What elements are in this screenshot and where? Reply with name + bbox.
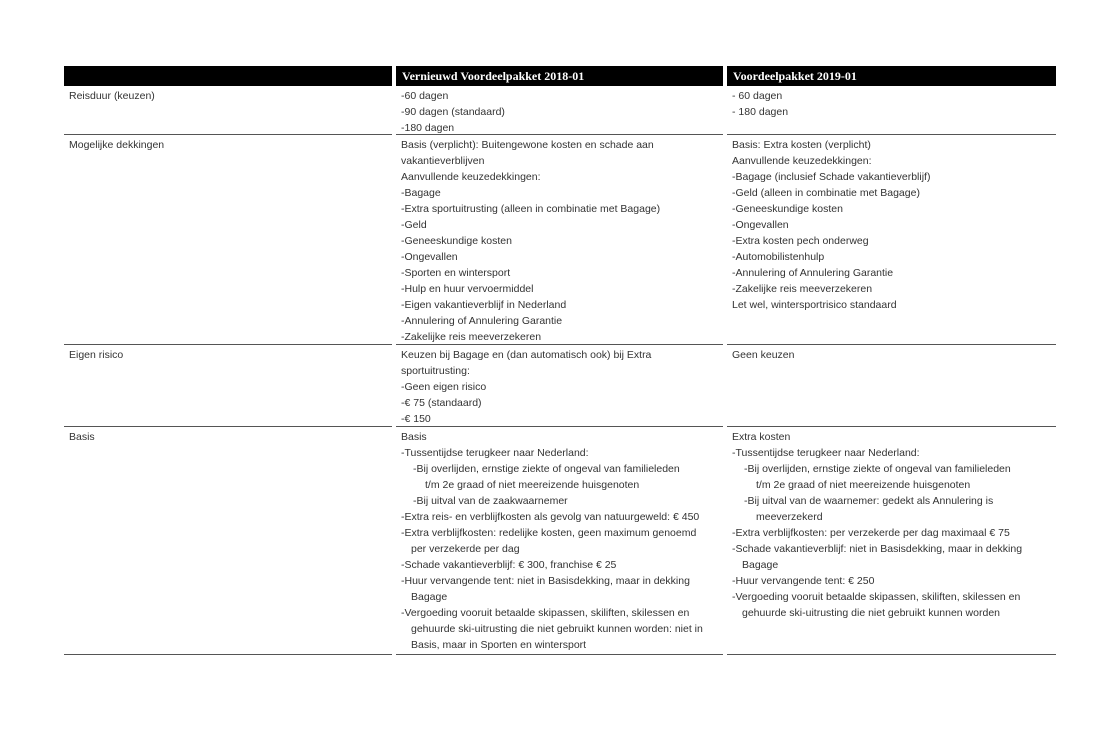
paragraph-line bbox=[401, 429, 723, 445]
bullet-item bbox=[401, 201, 723, 217]
cell-text: Zakelijke reis meeverzekeren bbox=[404, 331, 542, 343]
cell-text: gehuurde ski-uitrusting die niet gebruikt kunnen worden bbox=[742, 607, 1000, 619]
paragraph-line bbox=[732, 153, 1056, 169]
bullet-item bbox=[401, 249, 723, 265]
row-label-cell bbox=[64, 135, 392, 345]
bullet-item bbox=[732, 217, 1056, 233]
bullet-item bbox=[401, 265, 723, 281]
bullet-continuation bbox=[732, 477, 1056, 493]
cell-text: Geneeskundige kosten bbox=[404, 235, 512, 247]
cell-text: Sporten en wintersport bbox=[404, 267, 511, 279]
bullet-continuation bbox=[401, 477, 723, 493]
bullet-item bbox=[401, 281, 723, 297]
table-body bbox=[64, 86, 1056, 655]
dash-bullet: - bbox=[401, 331, 405, 343]
cell-text: Let wel, wintersportrisico standaard bbox=[732, 299, 897, 311]
cell-text: Tussentijdse terugkeer naar Nederland: bbox=[735, 447, 920, 459]
cell-text: Basis (verplicht): Buitengewone kosten en schade aan bbox=[401, 139, 654, 151]
cell-text: Huur vervangende tent: niet in Basisdekking, maar in dekking bbox=[404, 575, 690, 587]
dash-bullet: - bbox=[732, 575, 736, 587]
cell-text: - 180 dagen bbox=[732, 106, 789, 118]
cell-2019 bbox=[727, 427, 1056, 655]
cell-text: meeverzekerd bbox=[756, 511, 823, 523]
bullet-item bbox=[401, 525, 723, 541]
cell-text: Geen keuzen bbox=[732, 349, 795, 361]
cell-text: Keuzen bij Bagage en (dan automatisch ook) bij Extra bbox=[401, 349, 652, 361]
bullet-item bbox=[732, 525, 1056, 541]
dash-bullet: - bbox=[732, 171, 736, 183]
bullet-item bbox=[401, 233, 723, 249]
dash-bullet: - bbox=[401, 413, 405, 425]
bullet-item bbox=[732, 249, 1056, 265]
bullet-item bbox=[732, 281, 1056, 297]
dash-bullet: - bbox=[401, 90, 405, 102]
dash-bullet: - bbox=[413, 495, 417, 507]
cell-text: Extra kosten bbox=[732, 431, 791, 443]
row-label: Reisduur (keuzen) bbox=[69, 90, 155, 102]
cell-text: Bagage bbox=[742, 559, 779, 571]
paragraph-line bbox=[401, 347, 723, 363]
dash-bullet: - bbox=[732, 219, 736, 231]
dash-bullet: - bbox=[732, 527, 736, 539]
cell-2019 bbox=[727, 86, 1056, 135]
dash-bullet: - bbox=[732, 543, 736, 555]
dash-bullet: - bbox=[401, 381, 405, 393]
cell-text: Zakelijke reis meeverzekeren bbox=[735, 283, 873, 295]
row-label: Eigen risico bbox=[69, 349, 124, 361]
cell-2018 bbox=[396, 86, 723, 135]
cell-text: t/m 2e graad of niet meereizende huisgenoten bbox=[756, 479, 971, 491]
cell-text: € 150 bbox=[404, 413, 431, 425]
table-row bbox=[64, 86, 1056, 135]
dash-bullet: - bbox=[401, 315, 405, 327]
cell-text: Geld (alleen in combinatie met Bagage) bbox=[735, 187, 920, 199]
table-row bbox=[64, 345, 1056, 427]
bullet-item bbox=[732, 541, 1056, 557]
cell-text: Aanvullende keuzedekkingen: bbox=[732, 155, 872, 167]
cell-text: - 60 dagen bbox=[732, 90, 783, 102]
bullet-item bbox=[732, 493, 1056, 509]
dash-bullet: - bbox=[401, 559, 405, 571]
cell-2018 bbox=[396, 135, 723, 345]
cell-text: Tussentijdse terugkeer naar Nederland: bbox=[404, 447, 589, 459]
cell-text: per verzekerde per dag bbox=[411, 543, 520, 555]
cell-text: Bij uitval van de waarnemer: gedekt als Annulering is bbox=[747, 495, 994, 507]
cell-text: Bagage bbox=[404, 187, 441, 199]
row-label-cell bbox=[64, 427, 392, 655]
paragraph-line bbox=[401, 153, 723, 169]
header-cell-label bbox=[64, 66, 392, 86]
bullet-item bbox=[401, 104, 723, 120]
paragraph-line bbox=[732, 297, 1056, 313]
bullet-item bbox=[732, 185, 1056, 201]
table-row bbox=[64, 427, 1056, 655]
bullet-item bbox=[732, 461, 1056, 477]
row-label: Mogelijke dekkingen bbox=[69, 139, 165, 151]
cell-text: t/m 2e graad of niet meereizende huisgenoten bbox=[425, 479, 640, 491]
bullet-item bbox=[401, 605, 723, 621]
cell-2019 bbox=[727, 135, 1056, 345]
bullet-item bbox=[732, 233, 1056, 249]
bullet-item bbox=[401, 88, 723, 104]
dash-bullet: - bbox=[401, 187, 405, 199]
cell-text: Vergoeding vooruit betaalde skipassen, skiliften, skilessen en bbox=[404, 607, 690, 619]
dash-bullet: - bbox=[732, 251, 736, 263]
dash-bullet: - bbox=[401, 122, 405, 134]
dash-bullet: - bbox=[732, 283, 736, 295]
paragraph-line bbox=[401, 363, 723, 379]
paragraph-line bbox=[732, 88, 1056, 104]
bullet-continuation bbox=[401, 589, 723, 605]
cell-text: Basis, maar in Sporten en wintersport bbox=[411, 639, 587, 651]
comparison-table bbox=[64, 66, 1056, 655]
cell-text: Geen eigen risico bbox=[404, 381, 487, 393]
dash-bullet: - bbox=[401, 575, 405, 587]
dash-bullet: - bbox=[401, 397, 405, 409]
cell-text: Bij uitval van de zaakwaarnemer bbox=[416, 495, 568, 507]
paragraph-line bbox=[732, 347, 1056, 363]
dash-bullet: - bbox=[732, 203, 736, 215]
dash-bullet: - bbox=[401, 235, 405, 247]
row-label: Basis bbox=[69, 431, 95, 443]
cell-text: Aanvullende keuzedekkingen: bbox=[401, 171, 541, 183]
cell-text: Basis: Extra kosten (verplicht) bbox=[732, 139, 871, 151]
cell-text: Bagage (inclusief Schade vakantieverblijf) bbox=[735, 171, 931, 183]
cell-text: 90 dagen (standaard) bbox=[404, 106, 505, 118]
bullet-continuation bbox=[732, 509, 1056, 525]
dash-bullet: - bbox=[401, 527, 405, 539]
paragraph-line bbox=[732, 429, 1056, 445]
cell-text: Bij overlijden, ernstige ziekte of ongeval van familieleden bbox=[416, 463, 680, 475]
bullet-item bbox=[401, 411, 723, 427]
dash-bullet: - bbox=[732, 447, 736, 459]
dash-bullet: - bbox=[401, 267, 405, 279]
paragraph-line bbox=[401, 169, 723, 185]
cell-2019 bbox=[727, 345, 1056, 427]
cell-text: € 75 (standaard) bbox=[404, 397, 482, 409]
bullet-item bbox=[401, 297, 723, 313]
bullet-item bbox=[401, 445, 723, 461]
bullet-item bbox=[401, 120, 723, 136]
cell-text: Basis bbox=[401, 431, 427, 443]
dash-bullet: - bbox=[401, 299, 405, 311]
bullet-item bbox=[401, 493, 723, 509]
cell-text: Geld bbox=[404, 219, 427, 231]
dash-bullet: - bbox=[401, 106, 405, 118]
header-cell-2019: Voordeelpakket 2019-01 bbox=[727, 66, 1056, 86]
cell-text: Ongevallen bbox=[404, 251, 458, 263]
cell-text: Ongevallen bbox=[735, 219, 789, 231]
paragraph-line bbox=[401, 137, 723, 153]
bullet-item bbox=[401, 509, 723, 525]
row-label-cell bbox=[64, 345, 392, 427]
bullet-item bbox=[401, 313, 723, 329]
cell-text: Schade vakantieverblijf: € 300, franchise € 25 bbox=[404, 559, 617, 571]
dash-bullet: - bbox=[413, 463, 417, 475]
bullet-continuation bbox=[732, 605, 1056, 621]
bullet-item bbox=[401, 217, 723, 233]
cell-text: Annulering of Annulering Garantie bbox=[735, 267, 894, 279]
cell-text: sportuitrusting: bbox=[401, 365, 470, 377]
bullet-item bbox=[732, 201, 1056, 217]
cell-text: Huur vervangende tent: € 250 bbox=[735, 575, 875, 587]
dash-bullet: - bbox=[732, 267, 736, 279]
table-row bbox=[64, 135, 1056, 345]
cell-text: Geneeskundige kosten bbox=[735, 203, 843, 215]
bullet-item bbox=[732, 589, 1056, 605]
bullet-item bbox=[401, 395, 723, 411]
bullet-item bbox=[732, 265, 1056, 281]
cell-text: 180 dagen bbox=[404, 122, 455, 134]
cell-2018 bbox=[396, 345, 723, 427]
cell-text: Annulering of Annulering Garantie bbox=[404, 315, 563, 327]
bullet-continuation bbox=[401, 621, 723, 637]
cell-text: Extra reis- en verblijfkosten als gevolg van natuurgeweld: € 450 bbox=[404, 511, 700, 523]
bullet-item bbox=[401, 461, 723, 477]
dash-bullet: - bbox=[401, 607, 405, 619]
bullet-continuation bbox=[401, 637, 723, 653]
dash-bullet: - bbox=[732, 187, 736, 199]
cell-text: Extra kosten pech onderweg bbox=[735, 235, 869, 247]
cell-text: 60 dagen bbox=[404, 90, 449, 102]
cell-2018 bbox=[396, 427, 723, 655]
cell-text: gehuurde ski-uitrusting die niet gebruikt kunnen worden: niet in bbox=[411, 623, 703, 635]
cell-text: Bij overlijden, ernstige ziekte of ongeval van familieleden bbox=[747, 463, 1011, 475]
bullet-item bbox=[401, 557, 723, 573]
bullet-item bbox=[732, 445, 1056, 461]
cell-text: Extra verblijfkosten: redelijke kosten, geen maximum genoemd bbox=[404, 527, 697, 539]
cell-text: Eigen vakantieverblijf in Nederland bbox=[404, 299, 567, 311]
dash-bullet: - bbox=[744, 463, 748, 475]
bullet-item bbox=[732, 573, 1056, 589]
cell-text: Hulp en huur vervoermiddel bbox=[404, 283, 534, 295]
cell-text: vakantieverblijven bbox=[401, 155, 485, 167]
cell-text: Extra sportuitrusting (alleen in combinatie met Bagage) bbox=[404, 203, 661, 215]
dash-bullet: - bbox=[401, 511, 405, 523]
dash-bullet: - bbox=[744, 495, 748, 507]
bullet-item bbox=[401, 573, 723, 589]
dash-bullet: - bbox=[401, 251, 405, 263]
row-label-cell bbox=[64, 86, 392, 135]
bullet-item bbox=[401, 329, 723, 345]
bullet-item bbox=[401, 185, 723, 201]
cell-text: Bagage bbox=[411, 591, 448, 603]
cell-text: Extra verblijfkosten: per verzekerde per dag maximaal € 75 bbox=[735, 527, 1010, 539]
header-cell-2018: Vernieuwd Voordeelpakket 2018-01 bbox=[396, 66, 723, 86]
bullet-item bbox=[401, 379, 723, 395]
paragraph-line bbox=[732, 104, 1056, 120]
cell-text: Automobilistenhulp bbox=[735, 251, 825, 263]
paragraph-line bbox=[732, 137, 1056, 153]
dash-bullet: - bbox=[732, 235, 736, 247]
cell-text: Schade vakantieverblijf: niet in Basisdekking, maar in dekking bbox=[735, 543, 1023, 555]
bullet-continuation bbox=[732, 557, 1056, 573]
dash-bullet: - bbox=[401, 219, 405, 231]
dash-bullet: - bbox=[401, 283, 405, 295]
dash-bullet: - bbox=[401, 447, 405, 459]
cell-text: Vergoeding vooruit betaalde skipassen, skiliften, skilessen en bbox=[735, 591, 1021, 603]
bullet-item bbox=[732, 169, 1056, 185]
dash-bullet: - bbox=[401, 203, 405, 215]
dash-bullet: - bbox=[732, 591, 736, 603]
bullet-continuation bbox=[401, 541, 723, 557]
table-header bbox=[64, 66, 1056, 86]
